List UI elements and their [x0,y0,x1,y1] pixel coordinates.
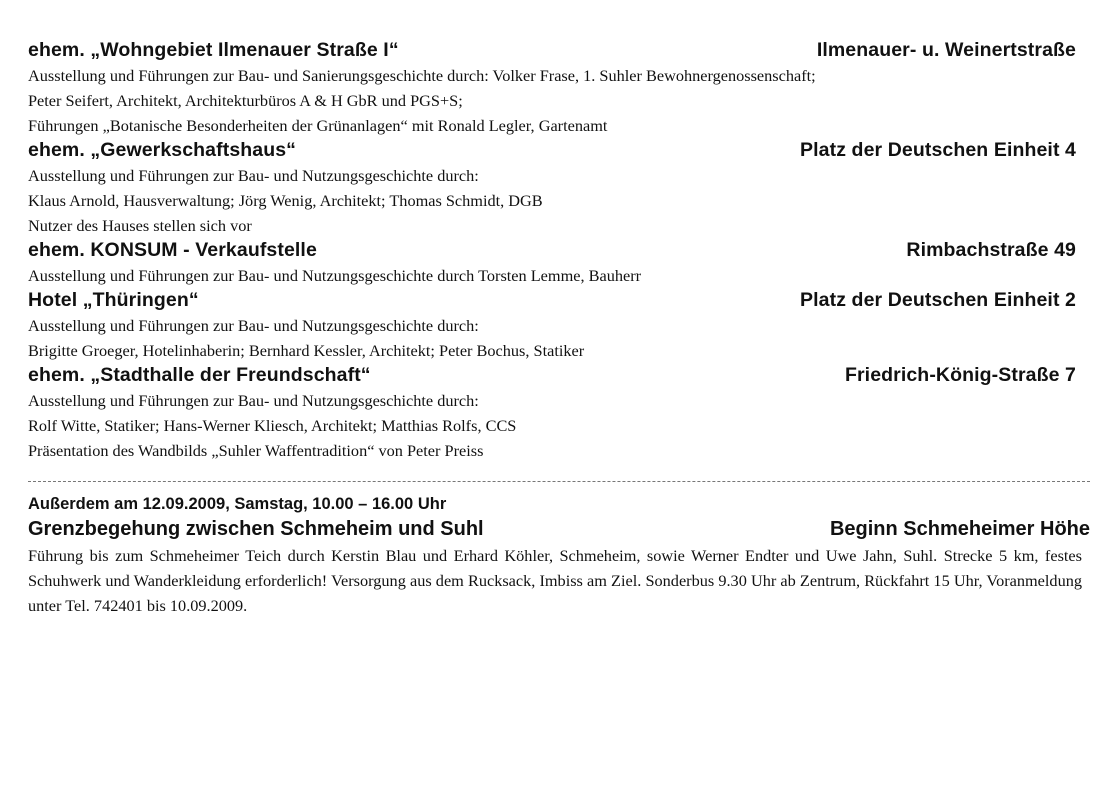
extra-description: Führung bis zum Schmeheimer Teich durch Kerstin Blau und Erhard Köhler, Schmeheim, sowie Werner Endter und Uwe Jahn, Suhl. Strecke 5 km, festes Schuhwerk und Wanderkleidung erforderlich! Versorgung aus dem Rucksack, Imbiss am Ziel. Sonderbus 9.30 Uhr ab Zentrum, Rückfahrt 15 Uhr, Voranmeldung unter Tel. 742401 bis 10.09.2009. [28,546,1082,615]
entry-heading [28,138,1090,163]
entry-text-line: Klaus Arnold, Hausverwaltung; Jörg Wenig, Architekt; Thomas Schmidt, DGB [28,191,543,210]
entry-text-line: Ausstellung und Führungen zur Bau- und Nutzungsgeschichte durch: [28,316,479,335]
entry-heading [28,38,1090,63]
extra-heading [28,516,1090,543]
entry-text-line: Führungen „Botanische Besonderheiten der Grünanlagen“ mit Ronald Legler, Gartenamt [28,116,608,135]
event-entry [28,238,1090,288]
entry-text-line: Nutzer des Hauses stellen sich vor [28,216,252,235]
entry-text-line: Ausstellung und Führungen zur Bau- und Nutzungsgeschichte durch Torsten Lemme, Bauherr [28,266,642,285]
entry-title: ehem. KONSUM - Verkaufstelle [28,239,317,261]
extra-title: Grenzbegehung zwischen Schmeheim und Suhl [28,518,484,540]
entry-text-line: Peter Seifert, Architekt, Architekturbüros A & H GbR und PGS+S; [28,91,463,110]
entry-address: Rimbachstraße 49 [906,239,1076,261]
entry-title: ehem. „Wohngebiet Ilmenauer Straße I“ [28,39,399,61]
entry-address: Ilmenauer- u. Weinertstraße [816,39,1076,61]
entry-text-line: Ausstellung und Führungen zur Bau- und Nutzungsgeschichte durch: [28,391,479,410]
entry-text-line: Ausstellung und Führungen zur Bau- und Sanierungsgeschichte durch: Volker Frase, 1. Suhler Bewohnergenossenschaft; [28,66,816,85]
entry-address: Platz der Deutschen Einheit 4 [800,139,1076,161]
entry-text-line: Brigitte Groeger, Hotelinhaberin; Bernhard Kessler, Architekt; Peter Bochus, Statiker [28,341,585,360]
entry-text-line: Rolf Witte, Statiker; Hans-Werner Kliesch, Architekt; Matthias Rolfs, CCS [28,416,517,435]
entry-heading [28,288,1090,313]
event-entry [28,138,1090,238]
entry-title: Hotel „Thüringen“ [28,289,199,311]
entry-title: ehem. „Gewerkschaftshaus“ [28,139,297,161]
extra-event [28,492,1090,618]
entry-text-line: Präsentation des Wandbilds „Suhler Waffentradition“ von Peter Preiss [28,441,484,460]
entry-address: Friedrich-König-Straße 7 [844,364,1076,386]
entry-text-line: Ausstellung und Führungen zur Bau- und Nutzungsgeschichte durch: [28,166,479,185]
entry-address: Platz der Deutschen Einheit 2 [800,289,1076,311]
extra-date-line: Außerdem am 12.09.2009, Samstag, 10.00 – 16.00 Uhr [28,495,447,513]
entry-heading [28,238,1090,263]
document-page [28,38,1090,618]
section-divider [28,481,1090,482]
event-entry [28,38,1090,138]
event-entry [28,288,1090,363]
event-entry [28,363,1090,463]
extra-location: Beginn Schmeheimer Höhe [829,518,1090,540]
entry-heading [28,363,1090,388]
entry-title: ehem. „Stadthalle der Freundschaft“ [28,364,371,386]
